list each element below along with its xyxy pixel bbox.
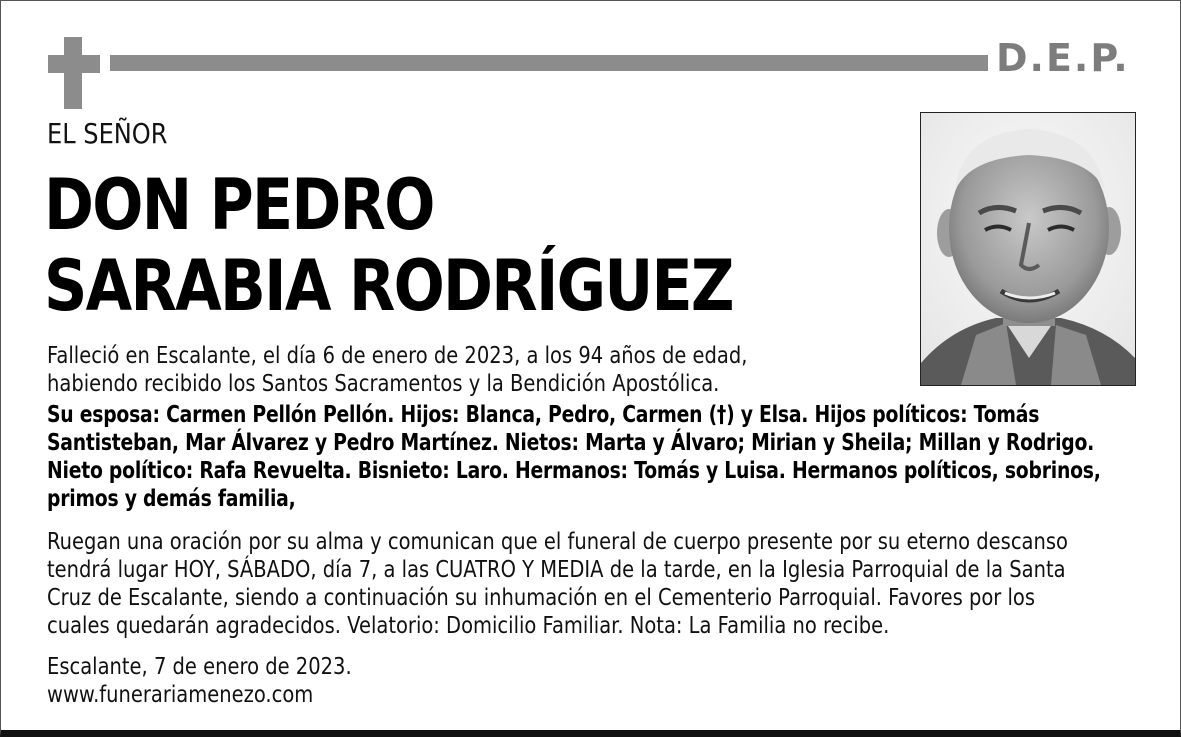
funeral-line: Ruegan una oración por su alma y comunican que el funeral de cuerpo presente por su eterno descanso	[47, 527, 1068, 555]
deceased-name-line2: SARABIA RODRÍGUEZ	[44, 245, 733, 327]
footer	[47, 652, 352, 708]
deceased-name-line1: DON PEDRO	[44, 164, 434, 246]
death-notice-line: Falleció en Escalante, el día 6 de enero de 2023, a los 94 años de edad,	[47, 341, 748, 369]
family-line: Santisteban, Mar Álvarez y Pedro Martínez. Nietos: Marta y Álvaro; Mirian y Sheila; Millan y Rodrigo.	[47, 428, 1095, 456]
funeral-line: Cruz de Escalante, siendo a continuación su inhumación en el Cementerio Parroquial. Favores por los	[47, 583, 1036, 611]
family-line: Su esposa: Carmen Pellón Pellón. Hijos: Blanca, Pedro, Carmen (†) y Elsa. Hijos políticos: Tomás	[47, 400, 1040, 428]
place-date: Escalante, 7 de enero de 2023.	[47, 652, 352, 680]
dep-label: D.E.P.	[996, 36, 1130, 80]
family-line: Nieto político: Rafa Revuelta. Bisnieto: Laro. Hermanos: Tomás y Luisa. Hermanos políticos, sobrinos,	[47, 456, 1101, 484]
portrait-photo-icon	[920, 112, 1136, 386]
funeral-line: tendrá lugar HOY, SÁBADO, día 7, a las CUATRO Y MEDIA de la tarde, en la Iglesia Parroquial de la Santa	[47, 555, 1066, 583]
funeral-details	[47, 527, 1068, 639]
pretitle: EL SEÑOR	[47, 117, 168, 150]
family-list	[47, 400, 1101, 512]
latin-cross-icon	[48, 37, 100, 109]
death-notice	[47, 341, 747, 397]
website-link[interactable]: www.funerariamenezo.com	[47, 680, 314, 708]
header-rule	[110, 55, 988, 71]
funeral-line: cuales quedarán agradecidos. Velatorio: Domicilio Familiar. Nota: La Familia no recibe.	[47, 611, 890, 639]
family-line: primos y demás familia,	[47, 484, 296, 512]
death-notice-line: habiendo recibido los Santos Sacramentos y la Bendición Apostólica.	[47, 369, 720, 397]
